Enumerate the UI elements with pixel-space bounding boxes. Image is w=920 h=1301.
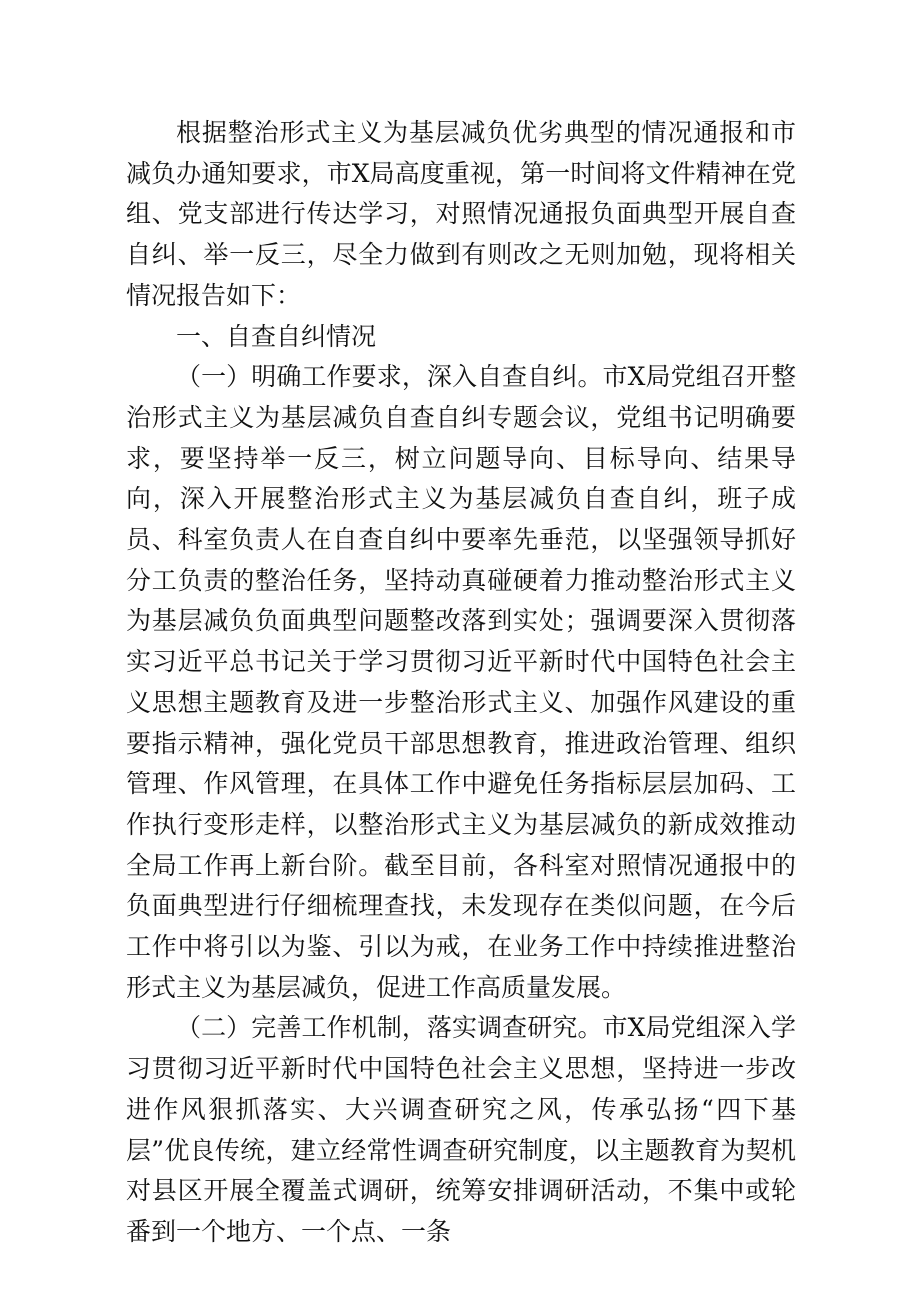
subsection-paragraph-1: （一）明确工作要求，深入自查自纠。市X局党组召开整治形式主义为基层减负自查自纠专题会议，党组书记明确要求，要坚持举一反三，树立问题导向、目标导向、结果导向，深入开展整治形式主义为基层减负自查自纠，班子成员、科室负责人在自查自纠中要率先垂范，以坚强领导抓好分工负责的整治任务，坚持动真碰硬着力推动整治形式主义为基层减负负面典型问题整改落到实处；强调要深入贯彻落实习近平总书记关于学习贯彻习近平新时代中国特色社会主义思想主题教育及进一步整治形式主义、加强作风建设的重要指示精神，强化党员干部思想教育，推进政治管理、组织管理、作风管理，在具体工作中避免任务指标层层加码、工作执行变形走样，以整治形式主义为基层减负的新成效推动全局工作再上新台阶。截至目前，各科室对照情况通报中的负面典型进行仔细梳理查找，未发现存在类似问题，在今后工作中将引以为鉴、引以为戒，在业务工作中持续推进整治形式主义为基层减负，促进工作高质量发展。 <box>126 362 796 1002</box>
document-body <box>126 113 796 1253</box>
section-heading-self-inspection: 一、自查自纠情况 <box>176 321 377 351</box>
subsection-paragraph-2: （二）完善工作机制，落实调查研究。市X局党组深入学习贯彻习近平新时代中国特色社会主义思想，坚持进一步改进作风狠抓落实、大兴调查研究之风，传承弘扬“四下基层”优良传统，建立经常性调查研究制度，以主题教育为契机对县区开展全覆盖式调研，统筹安排调研活动，不集中或轮番到一个地方、一个点、一条 <box>126 1013 796 1246</box>
intro-paragraph: 根据整治形式主义为基层减负优劣典型的情况通报和市减负办通知要求，市X局高度重视，第一时间将文件精神在党组、党支部进行传达学习，对照情况通报负面典型开展自查自纠、举一反三，尽全力做到有则改之无则加勉，现将相关情况报告如下： <box>126 118 796 310</box>
